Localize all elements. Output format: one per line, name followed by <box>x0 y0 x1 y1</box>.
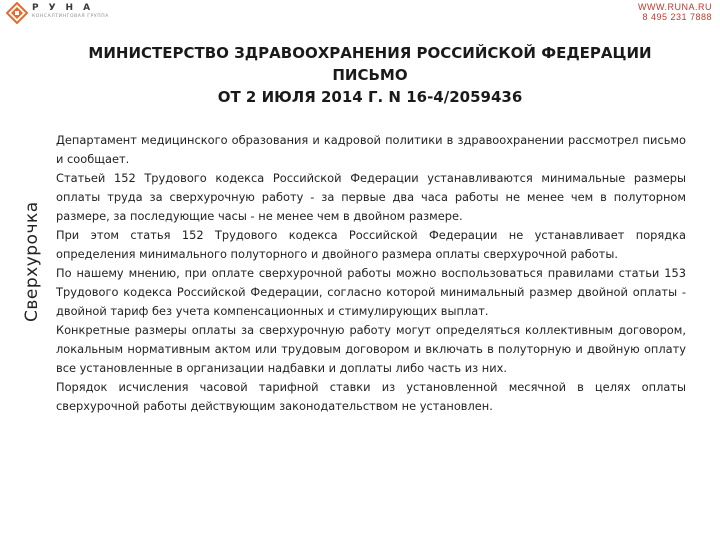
contact-info <box>638 2 712 22</box>
logo-subtitle: КОНСАЛТИНГОВАЯ ГРУППА <box>32 14 109 19</box>
paragraph: Департамент медицинского образования и кадровой политики в здравоохранении рассмотрел письмо и сообщает. <box>56 133 686 166</box>
ministry-title: МИНИСТЕРСТВО ЗДРАВООХРАНЕНИЯ РОССИЙСКОЙ ФЕДЕРАЦИИ <box>88 44 652 62</box>
section-label-text: Сверхурочка <box>22 201 42 322</box>
document-type: ПИСЬМО <box>332 66 408 84</box>
logo-name: РУНА <box>32 3 101 13</box>
document-date-number: ОТ 2 ИЮЛЯ 2014 Г. N 16-4/2059436 <box>217 88 523 106</box>
top-bar <box>0 0 720 26</box>
paragraph: Конкретные размеры оплаты за сверхурочную работу могут определяться коллективным договором, локальным нормативным актом или трудовым договором и включать в полуторную и двойную оплату все установленные в организации надбавки и доплаты либо часть из них. <box>56 323 686 375</box>
website-text: WWW.RUNA.RU <box>638 2 712 12</box>
paragraph: Статьей 152 Трудового кодекса Российской Федерации устанавливаются минимальные размеры оплаты труда за сверхурочную работу - за первые два часа работы не менее чем в полуторном размере, за последующие часы - не менее чем в двойном размере. <box>56 171 686 223</box>
paragraph: По нашему мнению, при оплате сверхурочной работы можно воспользоваться правилами статьи 153 Трудового кодекса Российской Федерации, согласно которой минимальный размер двойной оплаты - двойной тариф без учета компенсационных и стимулирующих выплат. <box>56 266 686 318</box>
document-header <box>60 42 680 108</box>
letter-body <box>56 131 686 416</box>
phone-text: 8 495 231 7888 <box>642 12 712 22</box>
paragraph: Порядок исчисления часовой тарифной ставки из установленной месячной в целях оплаты сверхурочной работы действующим законодательством не установлен. <box>56 380 686 413</box>
company-logo <box>6 2 109 24</box>
paragraph: При этом статья 152 Трудового кодекса Российской Федерации не устанавливает порядка определения минимального полуторного и двойного размера оплаты сверхурочной работы. <box>56 228 686 261</box>
runa-logo-icon <box>6 2 28 24</box>
